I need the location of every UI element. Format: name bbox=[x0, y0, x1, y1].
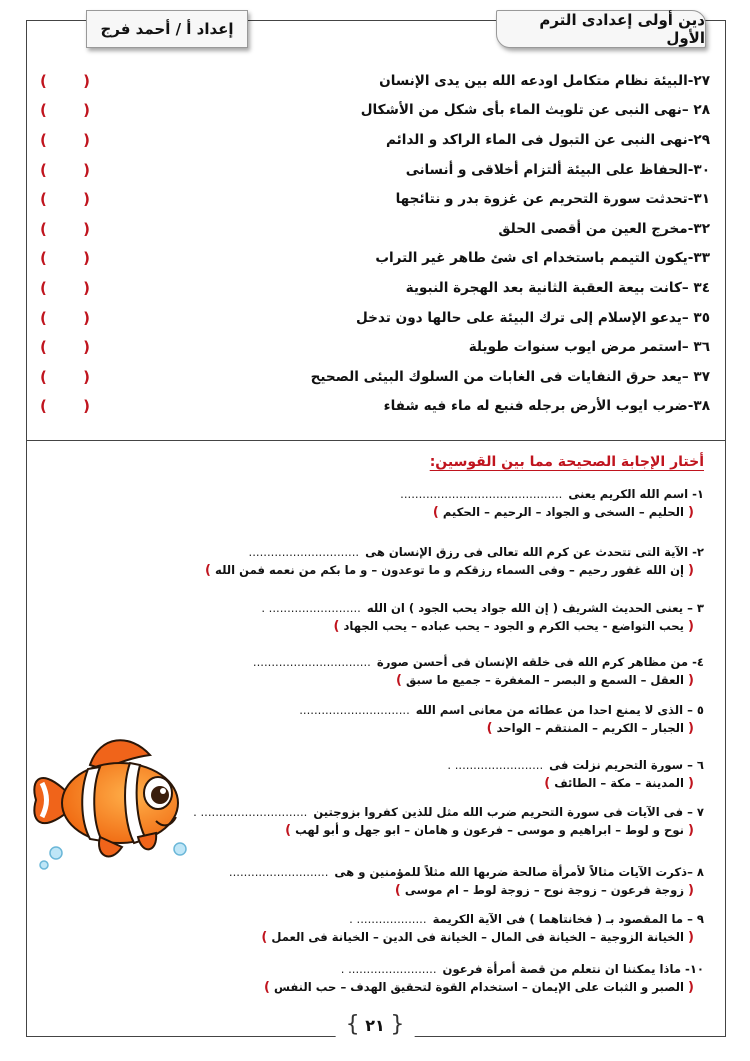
paren-close: ) bbox=[486, 721, 493, 736]
paren-open: ( bbox=[83, 367, 90, 386]
mcq-question bbox=[54, 601, 704, 615]
page-number-brace-left: { bbox=[390, 1012, 405, 1037]
mcq-options bbox=[54, 883, 694, 898]
tf-number: ٣٧ – bbox=[681, 368, 710, 385]
mcq-question-text: ٧ – فى الآيات فى سورة التحريم ضرب الله مثل للذين كفروا بزوجتين bbox=[313, 805, 704, 819]
paren-open: ( bbox=[83, 278, 90, 297]
answer-blank[interactable] bbox=[40, 72, 90, 90]
mcq-question bbox=[54, 912, 704, 926]
paren-open: ( bbox=[688, 505, 694, 520]
tf-statement bbox=[361, 102, 710, 118]
tf-number: ٢٩- bbox=[687, 131, 710, 148]
tf-number: ٣٣- bbox=[687, 250, 710, 267]
tf-item bbox=[40, 214, 710, 244]
mcq-question bbox=[54, 703, 704, 717]
answer-blank[interactable] bbox=[40, 368, 90, 386]
tf-statement bbox=[469, 339, 710, 355]
paren-close: ) bbox=[40, 101, 47, 120]
paren-close: ) bbox=[285, 823, 292, 838]
tf-text: مخرج العين من أقصى الحلق bbox=[498, 220, 688, 237]
mcq-question-text: ٣ – يعنى الحديث الشريف ( إن الله جواد يحب الجود ) ان الله bbox=[366, 601, 704, 615]
paren-close: ) bbox=[40, 397, 47, 416]
mcq-options-text: الحليم – السخى و الجواد – الرحيم – الحكيم bbox=[442, 505, 684, 519]
paren-open: ( bbox=[688, 930, 694, 945]
mcq-question bbox=[54, 655, 704, 669]
paren-open: ( bbox=[83, 190, 90, 209]
mcq-options-text: نوح و لوط – ابراهيم و موسى – فرعون و هامان – ابو جهل و أبو لهب bbox=[295, 823, 684, 837]
paren-open: ( bbox=[83, 130, 90, 149]
answer-line[interactable]: ................... . bbox=[349, 912, 427, 926]
tf-text: نهى النبى عن التبول فى الماء الراكد و الدائم bbox=[386, 131, 688, 148]
paren-open: ( bbox=[83, 308, 90, 327]
tf-number: ٢٨ – bbox=[681, 102, 710, 119]
tf-item bbox=[40, 392, 710, 422]
page-number-brace-right: } bbox=[345, 1012, 360, 1037]
answer-blank[interactable] bbox=[40, 279, 90, 297]
paren-close: ) bbox=[40, 338, 47, 357]
answer-line[interactable]: ........................ . bbox=[447, 758, 544, 772]
paren-open: ( bbox=[688, 823, 694, 838]
tf-number: ٣١- bbox=[687, 191, 710, 208]
mcq-question bbox=[54, 545, 704, 559]
paren-close: ) bbox=[261, 930, 268, 945]
answer-blank[interactable] bbox=[40, 338, 90, 356]
mcq-options bbox=[54, 505, 694, 520]
tf-item bbox=[40, 96, 710, 126]
paren-close: ) bbox=[205, 563, 211, 578]
tf-item bbox=[40, 66, 710, 96]
tf-text: يدعو الإسلام إلى ترك البيئة على حالها دون تدخل bbox=[356, 309, 682, 326]
answer-line[interactable]: .............................. bbox=[299, 703, 410, 717]
tf-item bbox=[40, 303, 710, 333]
section-title: أختار الإجابة الصحيحة مما بين القوسين: bbox=[429, 454, 704, 470]
tf-text: يعد حرق النفايات فى الغابات من السلوك البيئى الصحيح bbox=[310, 368, 682, 385]
paren-open: ( bbox=[83, 249, 90, 268]
mcq-item bbox=[54, 601, 704, 634]
tf-number: ٣٢- bbox=[687, 220, 710, 237]
paren-close: ) bbox=[544, 776, 551, 791]
answer-line[interactable]: .............................. bbox=[248, 545, 360, 559]
paren-close: ) bbox=[396, 673, 402, 688]
answer-line[interactable]: ............................................ bbox=[400, 487, 563, 501]
page-number-value: ٢١ bbox=[365, 1016, 385, 1035]
paren-close: ) bbox=[40, 160, 47, 179]
mcq-question-text: ٤- من مظاهر كرم الله فى خلقه الإنسان فى أحسن صورة bbox=[376, 655, 704, 669]
page-number bbox=[336, 1012, 415, 1037]
tf-number: ٣٦ – bbox=[681, 339, 710, 356]
clownfish-icon bbox=[30, 725, 190, 875]
tf-text: نهى النبى عن تلويث الماء بأى شكل من الأشكال bbox=[360, 102, 682, 119]
paren-open: ( bbox=[688, 619, 694, 634]
tf-statement bbox=[379, 73, 710, 89]
mcq-item bbox=[54, 912, 704, 945]
mcq-options bbox=[54, 930, 694, 945]
answer-blank[interactable] bbox=[40, 220, 90, 238]
mcq-question-text: ٢- الآية التى تتحدث عن كرم الله تعالى فى رزق الإنسان هى bbox=[365, 545, 704, 559]
paren-close: ) bbox=[40, 278, 47, 297]
tf-item bbox=[40, 244, 710, 274]
mcq-options-text: يحب التواضع - يحب الكرم و الجود – يحب عباده – يحب الجهاد bbox=[343, 619, 684, 633]
paren-close: ) bbox=[40, 308, 47, 327]
tf-statement bbox=[311, 369, 710, 385]
answer-line[interactable]: ................................ bbox=[252, 655, 371, 669]
section-divider bbox=[27, 440, 726, 441]
mcq-options bbox=[54, 619, 694, 634]
paren-open: ( bbox=[83, 338, 90, 357]
tf-statement bbox=[375, 250, 710, 266]
tf-statement bbox=[384, 398, 710, 414]
paren-close: ) bbox=[333, 619, 340, 634]
true-false-list bbox=[40, 66, 710, 421]
mcq-options-text: الجبار – الكريم – المنتقم – الواحد bbox=[496, 721, 684, 735]
tf-statement bbox=[396, 191, 710, 207]
paren-open: ( bbox=[688, 776, 694, 791]
tf-number: ٢٧- bbox=[687, 72, 710, 89]
tf-number: ٣٨- bbox=[687, 398, 710, 415]
answer-blank[interactable] bbox=[40, 101, 90, 119]
mcq-item bbox=[54, 545, 704, 578]
paren-close: ) bbox=[40, 190, 47, 209]
tf-statement bbox=[356, 310, 710, 326]
mcq-question bbox=[54, 487, 704, 501]
mcq-item bbox=[54, 962, 704, 995]
tf-item bbox=[40, 125, 710, 155]
mcq-item bbox=[54, 487, 704, 520]
tf-number: ٣٤ – bbox=[681, 279, 710, 296]
mcq-question-text: ٦ – سورة التحريم نزلت فى bbox=[549, 758, 704, 772]
tf-text: البيئة نظام متكامل اودعه الله بين يدى الإنسان bbox=[379, 72, 688, 89]
mcq-options bbox=[54, 673, 694, 688]
paren-open: ( bbox=[688, 563, 694, 578]
paren-close: ) bbox=[40, 367, 47, 386]
answer-line[interactable]: ........................... bbox=[228, 865, 329, 879]
mcq-options-text: الصبر و الثبات على الإيمان – استخدام القوة لتحقيق الهدف – حب النفس bbox=[273, 980, 684, 994]
tf-text: ضرب ايوب الأرض برجله فنبع له ماء فيه شفاء bbox=[383, 398, 688, 415]
answer-blank[interactable] bbox=[40, 190, 90, 208]
mcq-question-text: ٨ –ذكرت الآيات مثالاً لأمرأة صالحة ضربها الله مثلاً للمؤمنين و هى bbox=[334, 865, 704, 879]
answer-line[interactable]: ............................. . bbox=[193, 805, 308, 819]
answer-blank[interactable] bbox=[40, 397, 90, 415]
mcq-question-text: ٩ – ما المقصود بـ ( فخانتاهما ) فى الآية الكريمة bbox=[432, 912, 704, 926]
paren-close: ) bbox=[263, 980, 270, 995]
mcq-options bbox=[54, 980, 694, 995]
paren-open: ( bbox=[688, 673, 694, 688]
tf-item bbox=[40, 362, 710, 392]
paren-open: ( bbox=[83, 397, 90, 416]
tf-item bbox=[40, 184, 710, 214]
tf-text: كانت بيعة العقبة الثانية بعد الهجرة النبوية bbox=[405, 279, 682, 296]
tf-statement bbox=[406, 162, 710, 178]
tf-item bbox=[40, 155, 710, 185]
tf-statement bbox=[386, 132, 710, 148]
tf-number: ٣٥ – bbox=[681, 309, 710, 326]
mcq-question bbox=[54, 962, 704, 976]
mcq-item bbox=[54, 655, 704, 688]
answer-blank[interactable] bbox=[40, 249, 90, 267]
paren-open: ( bbox=[83, 101, 90, 120]
paren-open: ( bbox=[688, 721, 694, 736]
mcq-question-text: ١٠- ماذا يمكننا ان نتعلم من قصة أمرأة فرعون bbox=[442, 962, 704, 976]
paren-close: ) bbox=[432, 505, 439, 520]
tf-statement bbox=[498, 221, 710, 237]
paren-open: ( bbox=[83, 71, 90, 90]
tf-text: الحفاظ على البيئة ألتزام أخلاقى و أنسانى bbox=[405, 161, 688, 178]
mcq-options-text: زوجة فرعون – زوجة نوح – زوجة لوط – ام موسى bbox=[404, 883, 684, 897]
paren-close: ) bbox=[40, 130, 47, 149]
tf-text: يكون التيمم باستخدام اى شئ طاهر غير التراب bbox=[375, 250, 688, 267]
mcq-options-text: المدينة – مكة – الطائف bbox=[554, 776, 684, 790]
answer-blank[interactable] bbox=[40, 309, 90, 327]
paren-close: ) bbox=[40, 71, 47, 90]
mcq-options bbox=[54, 563, 694, 578]
tf-text: تحدثت سورة التحريم عن غزوة بدر و نتائجها bbox=[395, 191, 688, 208]
tf-item bbox=[40, 332, 710, 362]
course-header bbox=[496, 10, 706, 48]
author-name: إعداد أ / أحمد فرج bbox=[100, 20, 234, 38]
mcq-options-text: الخيانة الزوجية – الخيانة فى المال – الخيانة فى الدين – الخيانة فى العمل bbox=[271, 930, 684, 944]
tf-item bbox=[40, 273, 710, 303]
mcq-options-text: العقل – السمع و البصر – المغفرة – جميع ما سبق bbox=[406, 673, 684, 687]
paren-open: ( bbox=[83, 219, 90, 238]
tf-statement bbox=[406, 280, 710, 296]
paren-open: ( bbox=[688, 883, 694, 898]
course-title: دين أولى إعدادى الترم الأول bbox=[539, 11, 705, 47]
answer-blank[interactable] bbox=[40, 161, 90, 179]
mcq-question-text: ١- اسم الله الكريم يعنى bbox=[568, 487, 704, 501]
mcq-question-text: ٥ – الذى لا يمنع احدا من عطائه من معانى اسم الله bbox=[415, 703, 704, 717]
mcq-options-text: إن الله غفور رحيم – وفى السماء رزقكم و ما توعدون – و ما بكم من نعمه فمن الله bbox=[215, 563, 684, 577]
paren-close: ) bbox=[394, 883, 401, 898]
author-header bbox=[86, 10, 248, 48]
paren-open: ( bbox=[83, 160, 90, 179]
tf-text: استمر مرض ايوب سنوات طويلة bbox=[468, 339, 682, 356]
answer-line[interactable]: ........................ . bbox=[340, 962, 437, 976]
answer-line[interactable]: ......................... . bbox=[261, 601, 361, 615]
paren-open: ( bbox=[688, 980, 694, 995]
paren-close: ) bbox=[40, 219, 47, 238]
answer-blank[interactable] bbox=[40, 131, 90, 149]
tf-number: ٣٠- bbox=[687, 161, 710, 178]
paren-close: ) bbox=[40, 249, 47, 268]
